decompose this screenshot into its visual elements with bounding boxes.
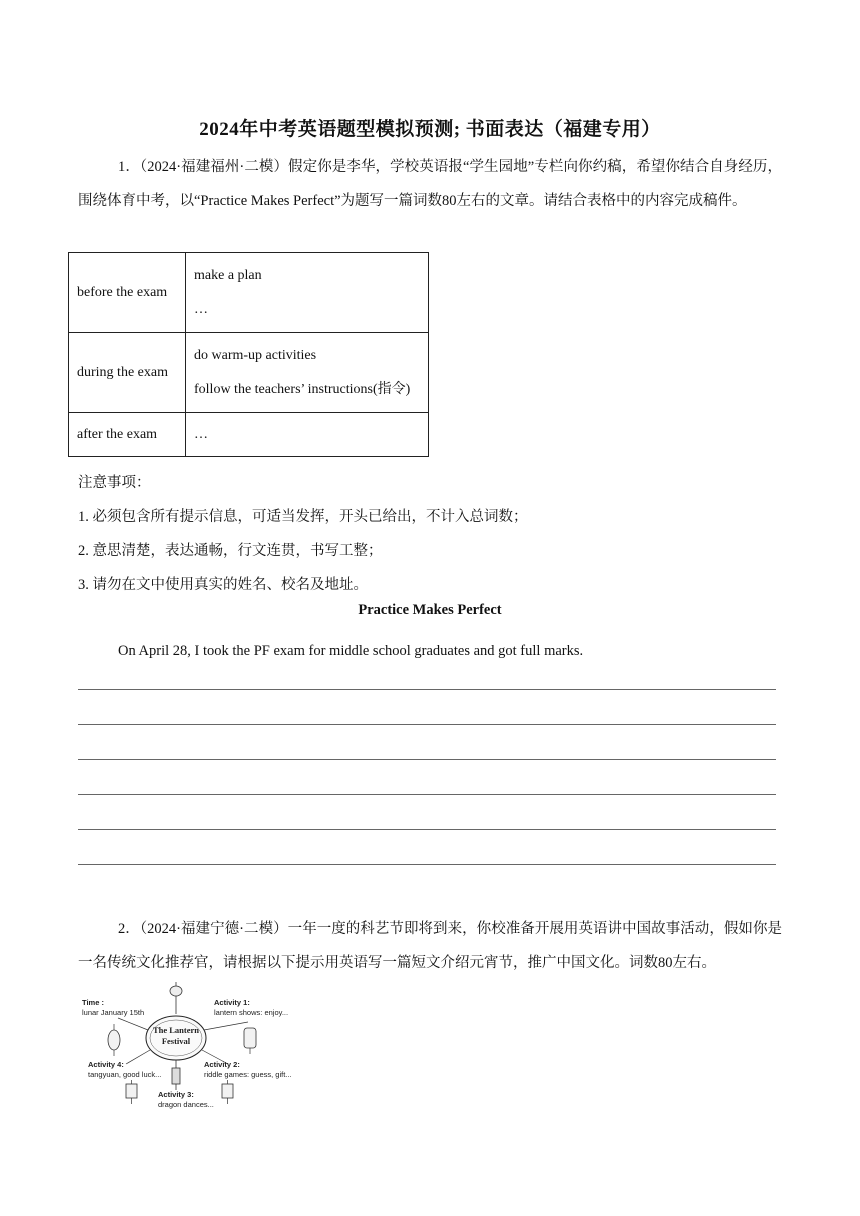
table-row	[69, 413, 429, 457]
lantern-icon	[222, 1084, 233, 1098]
lantern-festival-mindmap	[78, 980, 318, 1110]
note-item: 3. 请勿在文中使用真实的姓名、校名及地址。	[78, 577, 368, 593]
stage-cell: after the exam	[69, 413, 186, 457]
writing-line[interactable]	[78, 724, 776, 725]
activity-2-value: riddle games: guess, gift...	[204, 1070, 292, 1079]
activity-1-value: lantern shows: enjoy...	[214, 1008, 289, 1017]
page-title: 2024年中考英语题型模拟预测; 书面表达（福建专用）	[199, 119, 661, 140]
cell-line: …	[194, 301, 208, 317]
content-cell	[186, 413, 429, 457]
activity-3-label: Activity 3:	[158, 1090, 194, 1099]
content-cell	[186, 333, 429, 413]
time-label: Time :	[82, 998, 104, 1007]
activity-1-group	[214, 998, 288, 1018]
lantern-icon	[108, 1030, 120, 1050]
essay-title: Practice Makes Perfect	[358, 602, 502, 618]
table-row	[69, 333, 429, 413]
essay-start: On April 28, I took the PF exam for middle school graduates and got full marks.	[118, 643, 584, 659]
activity-3-value: dragon dances...	[158, 1100, 214, 1109]
notes-section	[78, 466, 528, 602]
center-label	[151, 1025, 201, 1047]
lantern-icon	[244, 1028, 256, 1048]
center-label-line: Festival	[161, 1036, 191, 1046]
writing-line[interactable]	[78, 759, 776, 760]
center-label-line: The Lantern	[152, 1025, 200, 1035]
note-item: 2. 意思清楚，表达通畅，行文连贯，书写工整；	[78, 543, 383, 559]
activity-4-label: Activity 4:	[88, 1060, 124, 1069]
stage-cell: during the exam	[69, 333, 186, 413]
activity-2-label: Activity 2:	[204, 1060, 240, 1069]
writing-line[interactable]	[78, 829, 776, 830]
content-cell	[186, 253, 429, 333]
cell-line: make a plan	[194, 267, 262, 283]
writing-line[interactable]	[78, 794, 776, 795]
writing-line[interactable]	[78, 864, 776, 865]
stage-cell: before the exam	[69, 253, 186, 333]
lantern-icon	[126, 1084, 137, 1098]
lantern-icon	[170, 986, 182, 996]
writing-line[interactable]	[78, 689, 776, 690]
time-value: lunar January 15th	[82, 1008, 145, 1017]
note-item: 1. 必须包含所有提示信息，可适当发挥，开头已给出，不计入总词数；	[78, 509, 528, 525]
tassel-icon	[172, 1068, 180, 1084]
hint-table	[68, 252, 429, 457]
activity-4-value: tangyuan, good luck...	[88, 1070, 162, 1079]
cell-line: …	[194, 426, 208, 442]
activity-4-group	[88, 1060, 161, 1080]
activity-3-group	[158, 1090, 214, 1110]
activity-2-group	[204, 1060, 292, 1080]
time-label-group	[82, 998, 144, 1018]
activity-1-label: Activity 1:	[214, 998, 250, 1007]
question-2-prompt: 2．（2024·福建宁德·二模）一年一度的科艺节即将到来，你校准备开展用英语讲中国故事活动，假如你是一名传统文化推荐官，请根据以下提示用英语写一篇短文介绍元宵节，推广中国文化。词数80左右。	[78, 921, 782, 971]
table-row	[69, 253, 429, 333]
question-1-prompt: 1．（2024·福建福州·二模）假定你是李华，学校英语报“学生园地”专栏向你约稿，希望你结合自身经历，围绕体育中考，以“Practice Makes Perfect”为题写一篇词数80左右的文章。请结合表格中的内容完成稿件。	[78, 159, 782, 209]
cell-line: follow the teachers’ instructions(指令)	[194, 381, 411, 397]
notes-title: 注意事项：	[78, 475, 151, 491]
cell-line: do warm-up activities	[194, 347, 317, 363]
